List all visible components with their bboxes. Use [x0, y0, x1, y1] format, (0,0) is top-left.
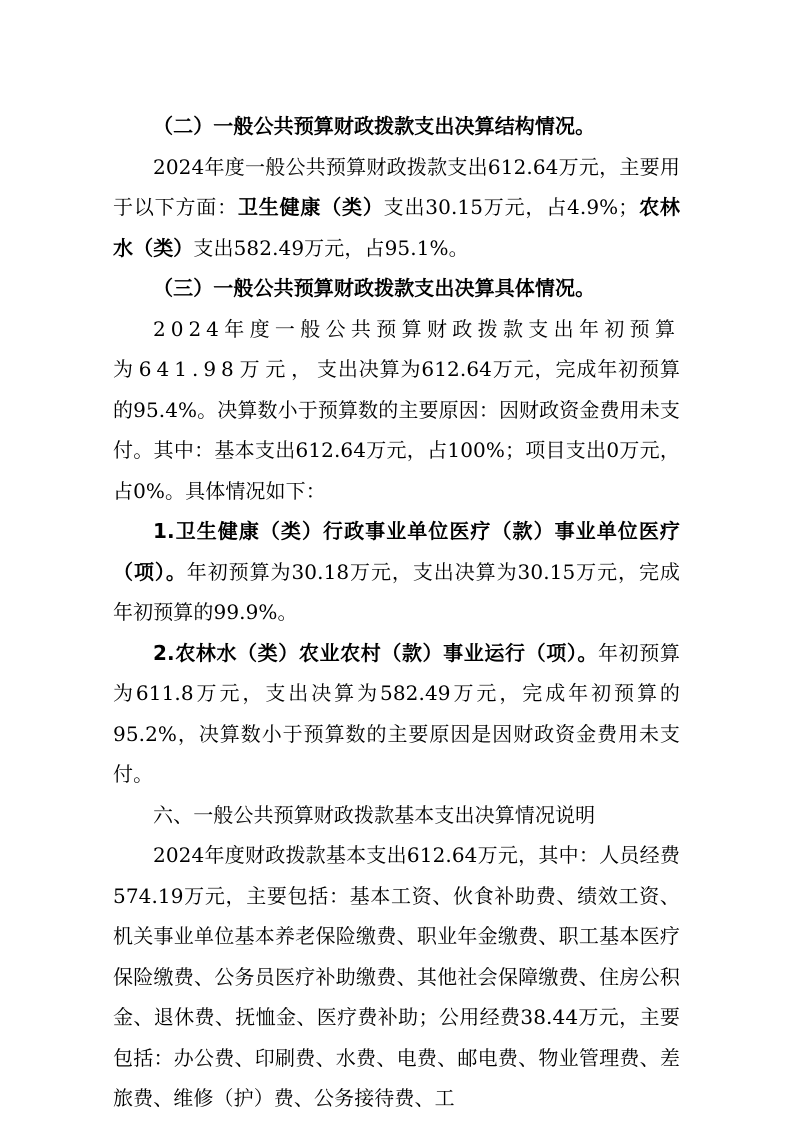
detail-item-health-title: 1.卫生健康（类）行政事业单位医疗（款）事业单位医疗（项）。 — [113, 519, 680, 584]
structure-text-3: 支出582.49万元，占95.1%。 — [193, 235, 469, 260]
structure-text-2: 支出30.15万元，占4.9%； — [383, 195, 639, 219]
basic-expense-paragraph: 2024年度财政拨款基本支出612.64万元，其中：人员经费574.19万元，主要包括：基本工资、伙食补助费、绩效工资、机关事业单位基本养老保险缴费、职业年金缴费、职工基本医疗保险缴费、公务员医疗补助缴费、其他社会保障缴费、住房公积金、退休费、抚恤金、医疗费补助；公用经费38.44万元，主要包括：办公费、印刷费、水费、电费、邮电费、物业管理费、差旅费、维修（护）费、公务接待费、工 — [113, 843, 680, 1110]
structure-paragraph — [113, 147, 680, 269]
detail-item-health-text: 年初预算为30.18万元，支出决算为30.15万元，完成年初预算的99.9%。 — [113, 559, 681, 624]
section-heading-structure: （二）一般公共预算财政拨款支出决算结构情况。 — [153, 114, 596, 138]
detail-item-health — [113, 511, 680, 633]
section-heading-basic-expense: 六、一般公共预算财政拨款基本支出决算情况说明 — [153, 802, 596, 827]
detail-paragraph — [113, 309, 680, 512]
structure-text-1: 2024年度一般公共预算财政拨款支出612.64万元，主要用于以下方面： — [113, 154, 680, 219]
section-heading-detail: （三）一般公共预算财政拨款支出决算具体情况。 — [153, 276, 596, 300]
structure-bold-agri: 农林水（类） — [113, 195, 680, 260]
detail-item-agri-text: 年初预算为611.8万元，支出决算为582.49万元，完成年初预算的95.2%，决算数小于预算数的主要原因是因财政资金费用未支付。 — [113, 640, 680, 786]
structure-bold-health: 卫生健康（类） — [237, 195, 384, 219]
detail-item-agri-title: 2.农林水（类）农业农村（款）事业运行（项）。 — [153, 640, 599, 665]
detail-text-2: 支出决算为612.64万元，完成年初预算的95.4%。决算数小于预算数的主要原因：因财政资金费用未支付。其中：基本支出612.64万元，占100%；项目支出0万元，占0%。具体情况如下： — [113, 357, 680, 503]
detail-item-agri — [113, 633, 680, 795]
detail-text-1: 2024年度一般公共预算财政拨款支出年初预算为641.98万元， — [113, 316, 680, 381]
